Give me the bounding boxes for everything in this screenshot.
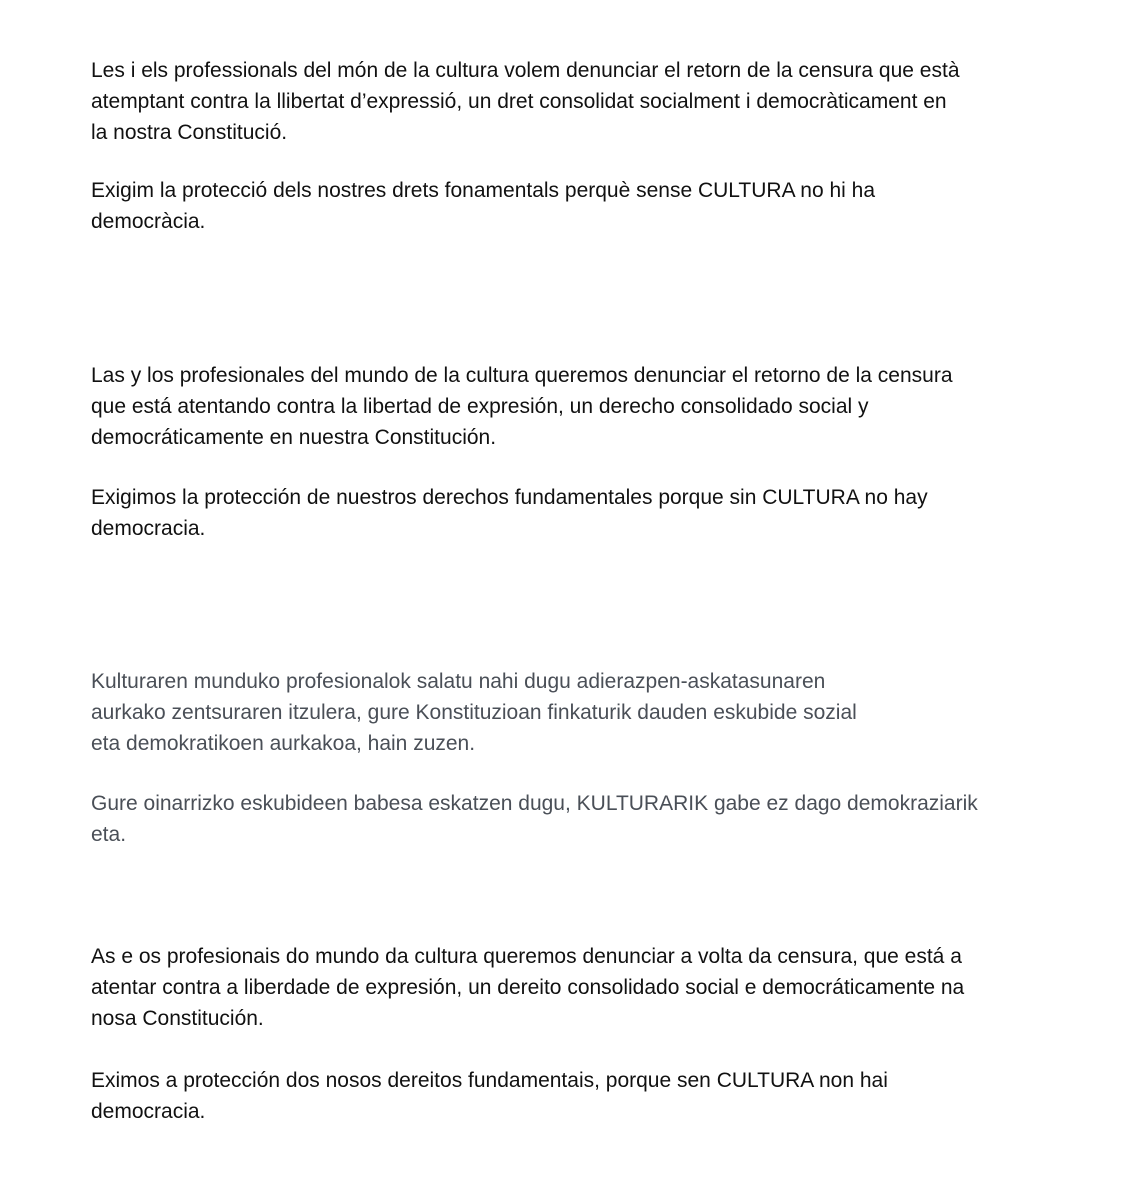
text-line: que está atentando contra la libertad de expresión, un derecho consolidado social y bbox=[91, 395, 869, 418]
text-line: eta demokratikoen aurkakoa, hain zuzen. bbox=[91, 732, 476, 755]
text-line: democracia. bbox=[91, 1100, 206, 1123]
spanish-paragraph-1 bbox=[91, 360, 953, 453]
text-line: democráticamente en nuestra Constitución. bbox=[91, 426, 497, 449]
text-line: nosa Constitución. bbox=[91, 1007, 264, 1030]
text-line: atemptant contra la llibertat d’expressió, un dret consolidat socialment i democràticament en bbox=[91, 90, 947, 113]
basque-paragraph-2 bbox=[91, 788, 978, 850]
text-line: atentar contra a liberdade de expresión, un dereito consolidado social e democráticamente na bbox=[91, 976, 965, 999]
text-line: Exigimos la protección de nuestros derechos fundamentales porque sin CULTURA no hay bbox=[91, 486, 928, 509]
galician-paragraph-1 bbox=[91, 941, 964, 1034]
basque-paragraph-1 bbox=[91, 666, 857, 759]
spanish-paragraph-2 bbox=[91, 482, 928, 544]
catalan-paragraph-2 bbox=[91, 175, 875, 237]
galician-paragraph-2 bbox=[91, 1065, 888, 1127]
text-line: Las y los profesionales del mundo de la cultura queremos denunciar el retorno de la censura bbox=[91, 364, 953, 387]
text-line: Eximos a protección dos nosos dereitos fundamentais, porque sen CULTURA non hai bbox=[91, 1069, 888, 1092]
text-line: la nostra Constitució. bbox=[91, 121, 288, 144]
text-line: Exigim la protecció dels nostres drets fonamentals perquè sense CULTURA no hi ha bbox=[91, 179, 876, 202]
text-line: As e os profesionais do mundo da cultura queremos denunciar a volta da censura, que está a bbox=[91, 945, 962, 968]
text-line: democràcia. bbox=[91, 210, 206, 233]
catalan-paragraph-1 bbox=[91, 55, 960, 148]
text-line: eta. bbox=[91, 823, 127, 846]
text-line: Kulturaren munduko profesionalok salatu nahi dugu adierazpen-askatasunaren bbox=[91, 670, 826, 693]
text-line: Les i els professionals del món de la cultura volem denunciar el retorn de la censura que està bbox=[91, 59, 960, 82]
text-line: aurkako zentsuraren itzulera, gure Konstituzioan finkaturik dauden eskubide sozial bbox=[91, 701, 857, 724]
text-line: democracia. bbox=[91, 517, 206, 540]
text-line: Gure oinarrizko eskubideen babesa eskatzen dugu, KULTURARIK gabe ez dago demokraziarik bbox=[91, 792, 978, 815]
